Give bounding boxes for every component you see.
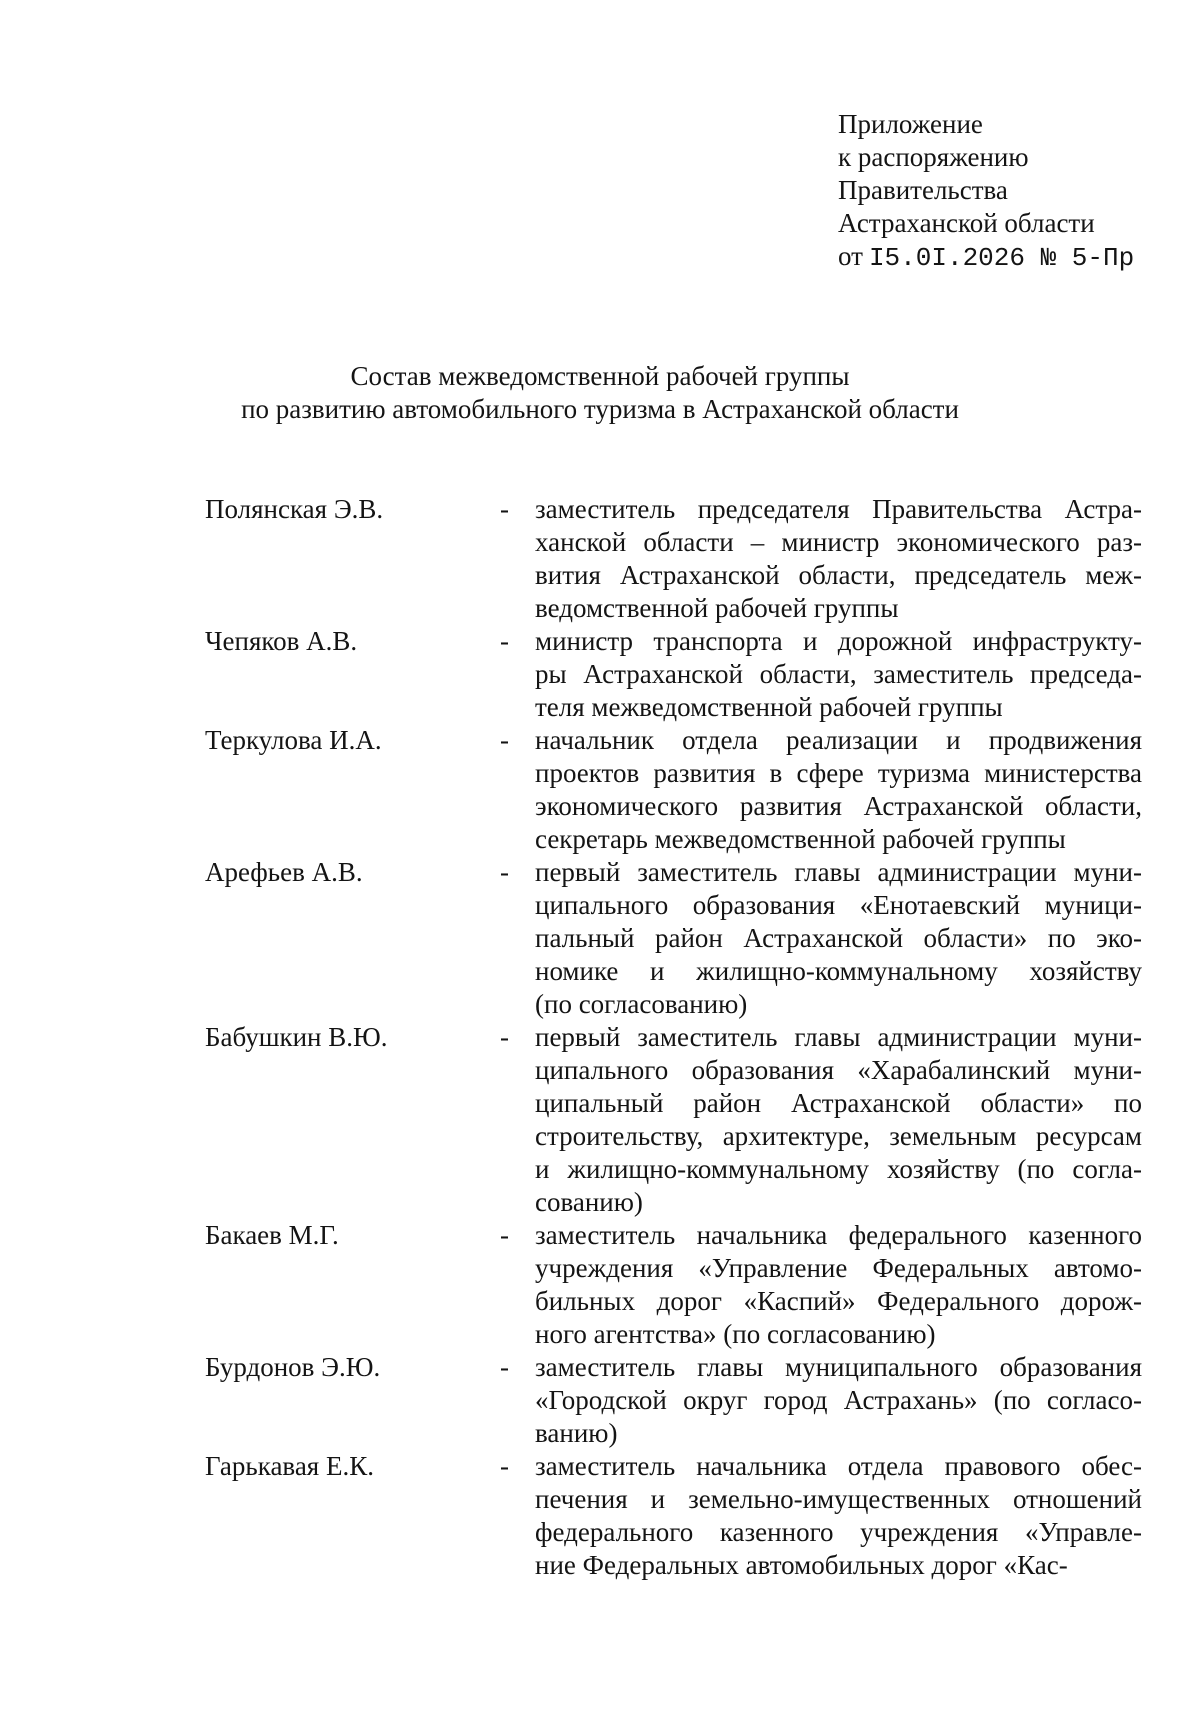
- member-position: [535, 724, 1142, 856]
- member-position-line: заместитель начальника федерального казенного: [535, 1220, 1142, 1250]
- member-position-line: теля межведомственной рабочей группы: [535, 692, 1003, 722]
- member-position: [535, 856, 1142, 1021]
- member-position: [535, 1219, 1142, 1351]
- member-position: [535, 625, 1142, 724]
- member-name: Теркулова И.А.: [205, 725, 382, 755]
- member-position-line: заместитель председателя Правительства Астра-: [535, 494, 1142, 524]
- member-position-line: ханской области – министр экономического раз-: [535, 527, 1142, 557]
- member-position-line: заместитель главы муниципального образования: [535, 1352, 1142, 1382]
- member-position-line: проектов развития в сфере туризма министерства: [535, 758, 1142, 788]
- member-name: Бабушкин В.Ю.: [205, 1022, 388, 1052]
- member-name: Чепяков А.В.: [205, 626, 358, 656]
- reference-number: I5.0I.2026 № 5-Пр: [868, 243, 1135, 273]
- member-position: [535, 1351, 1142, 1450]
- member-name: Бакаев М.Г.: [205, 1220, 339, 1250]
- member-row: [205, 724, 1145, 856]
- appendix-reference: [838, 240, 1134, 275]
- member-dash: -: [500, 1022, 509, 1052]
- member-row: [205, 1450, 1145, 1582]
- appendix-line: Правительства: [838, 175, 1008, 205]
- member-row: [205, 625, 1145, 724]
- member-position-line: экономического развития Астраханской области,: [535, 791, 1142, 821]
- member-row: [205, 1021, 1145, 1219]
- member-roster: [205, 493, 1145, 1582]
- member-position-line: ры Астраханской области, заместитель председа-: [535, 659, 1142, 689]
- member-position-line: первый заместитель главы администрации муни-: [535, 857, 1142, 887]
- member-position: [535, 1021, 1142, 1219]
- member-position-line: «Городской округ город Астрахань» (по согласо-: [535, 1385, 1142, 1415]
- reference-prefix: от: [838, 241, 863, 271]
- member-position-line: строительству, архитектуре, земельным ресурсам: [535, 1121, 1142, 1151]
- member-position-line: федерального казенного учреждения «Управле-: [535, 1517, 1142, 1547]
- member-dash: -: [500, 494, 509, 524]
- member-position-line: и жилищно-коммунальному хозяйству (по согла-: [535, 1154, 1142, 1184]
- member-row: [205, 1219, 1145, 1351]
- member-position: [535, 493, 1142, 625]
- member-position-line: ванию): [535, 1418, 618, 1448]
- member-dash: -: [500, 1451, 509, 1481]
- title-line-2: по развитию автомобильного туризма в Астраханской области: [241, 394, 959, 424]
- member-position-line: пальный район Астраханской области» по эко-: [535, 923, 1142, 953]
- member-position-line: ципальный район Астраханской области» по: [535, 1088, 1142, 1118]
- member-dash: -: [500, 626, 509, 656]
- member-position-line: ведомственной рабочей группы: [535, 593, 899, 623]
- document-title: [0, 360, 1200, 426]
- member-position-line: сованию): [535, 1187, 643, 1217]
- member-position-line: (по согласованию): [535, 989, 748, 1019]
- member-position-line: бильных дорог «Каспий» Федерального дорож-: [535, 1286, 1142, 1316]
- member-dash: -: [500, 725, 509, 755]
- member-position-line: ципального образования «Енотаевский муници-: [535, 890, 1142, 920]
- member-position-line: номике и жилищно-коммунальному хозяйству: [535, 956, 1142, 986]
- member-dash: -: [500, 857, 509, 887]
- member-name: Бурдонов Э.Ю.: [205, 1352, 381, 1382]
- appendix-line: к распоряжению: [838, 142, 1029, 172]
- member-row: [205, 1351, 1145, 1450]
- member-position: [535, 1450, 1142, 1582]
- member-position-line: первый заместитель главы администрации муни-: [535, 1022, 1142, 1052]
- member-position-line: ципального образования «Харабалинский муни-: [535, 1055, 1142, 1085]
- member-name: Арефьев А.В.: [205, 857, 363, 887]
- member-position-line: секретарь межведомственной рабочей группы: [535, 824, 1066, 854]
- member-row: [205, 856, 1145, 1021]
- member-position-line: печения и земельно-имущественных отношений: [535, 1484, 1142, 1514]
- member-position-line: ние Федеральных автомобильных дорог «Кас-: [535, 1550, 1068, 1580]
- title-line-1: Состав межведомственной рабочей группы: [350, 361, 850, 391]
- member-position-line: министр транспорта и дорожной инфраструкту-: [535, 626, 1142, 656]
- appendix-line: Приложение: [838, 109, 983, 139]
- member-name: Полянская Э.В.: [205, 494, 384, 524]
- member-row: [205, 493, 1145, 625]
- member-dash: -: [500, 1220, 509, 1250]
- appendix-block: [838, 108, 1134, 275]
- member-name: Гарькавая Е.К.: [205, 1451, 374, 1481]
- member-position-line: заместитель начальника отдела правового обес-: [535, 1451, 1142, 1481]
- member-dash: -: [500, 1352, 509, 1382]
- appendix-line: Астраханской области: [838, 208, 1095, 238]
- member-position-line: начальник отдела реализации и продвижения: [535, 725, 1142, 755]
- member-position-line: вития Астраханской области, председатель меж-: [535, 560, 1142, 590]
- member-position-line: учреждения «Управление Федеральных автомо-: [535, 1253, 1142, 1283]
- member-position-line: ного агентства» (по согласованию): [535, 1319, 936, 1349]
